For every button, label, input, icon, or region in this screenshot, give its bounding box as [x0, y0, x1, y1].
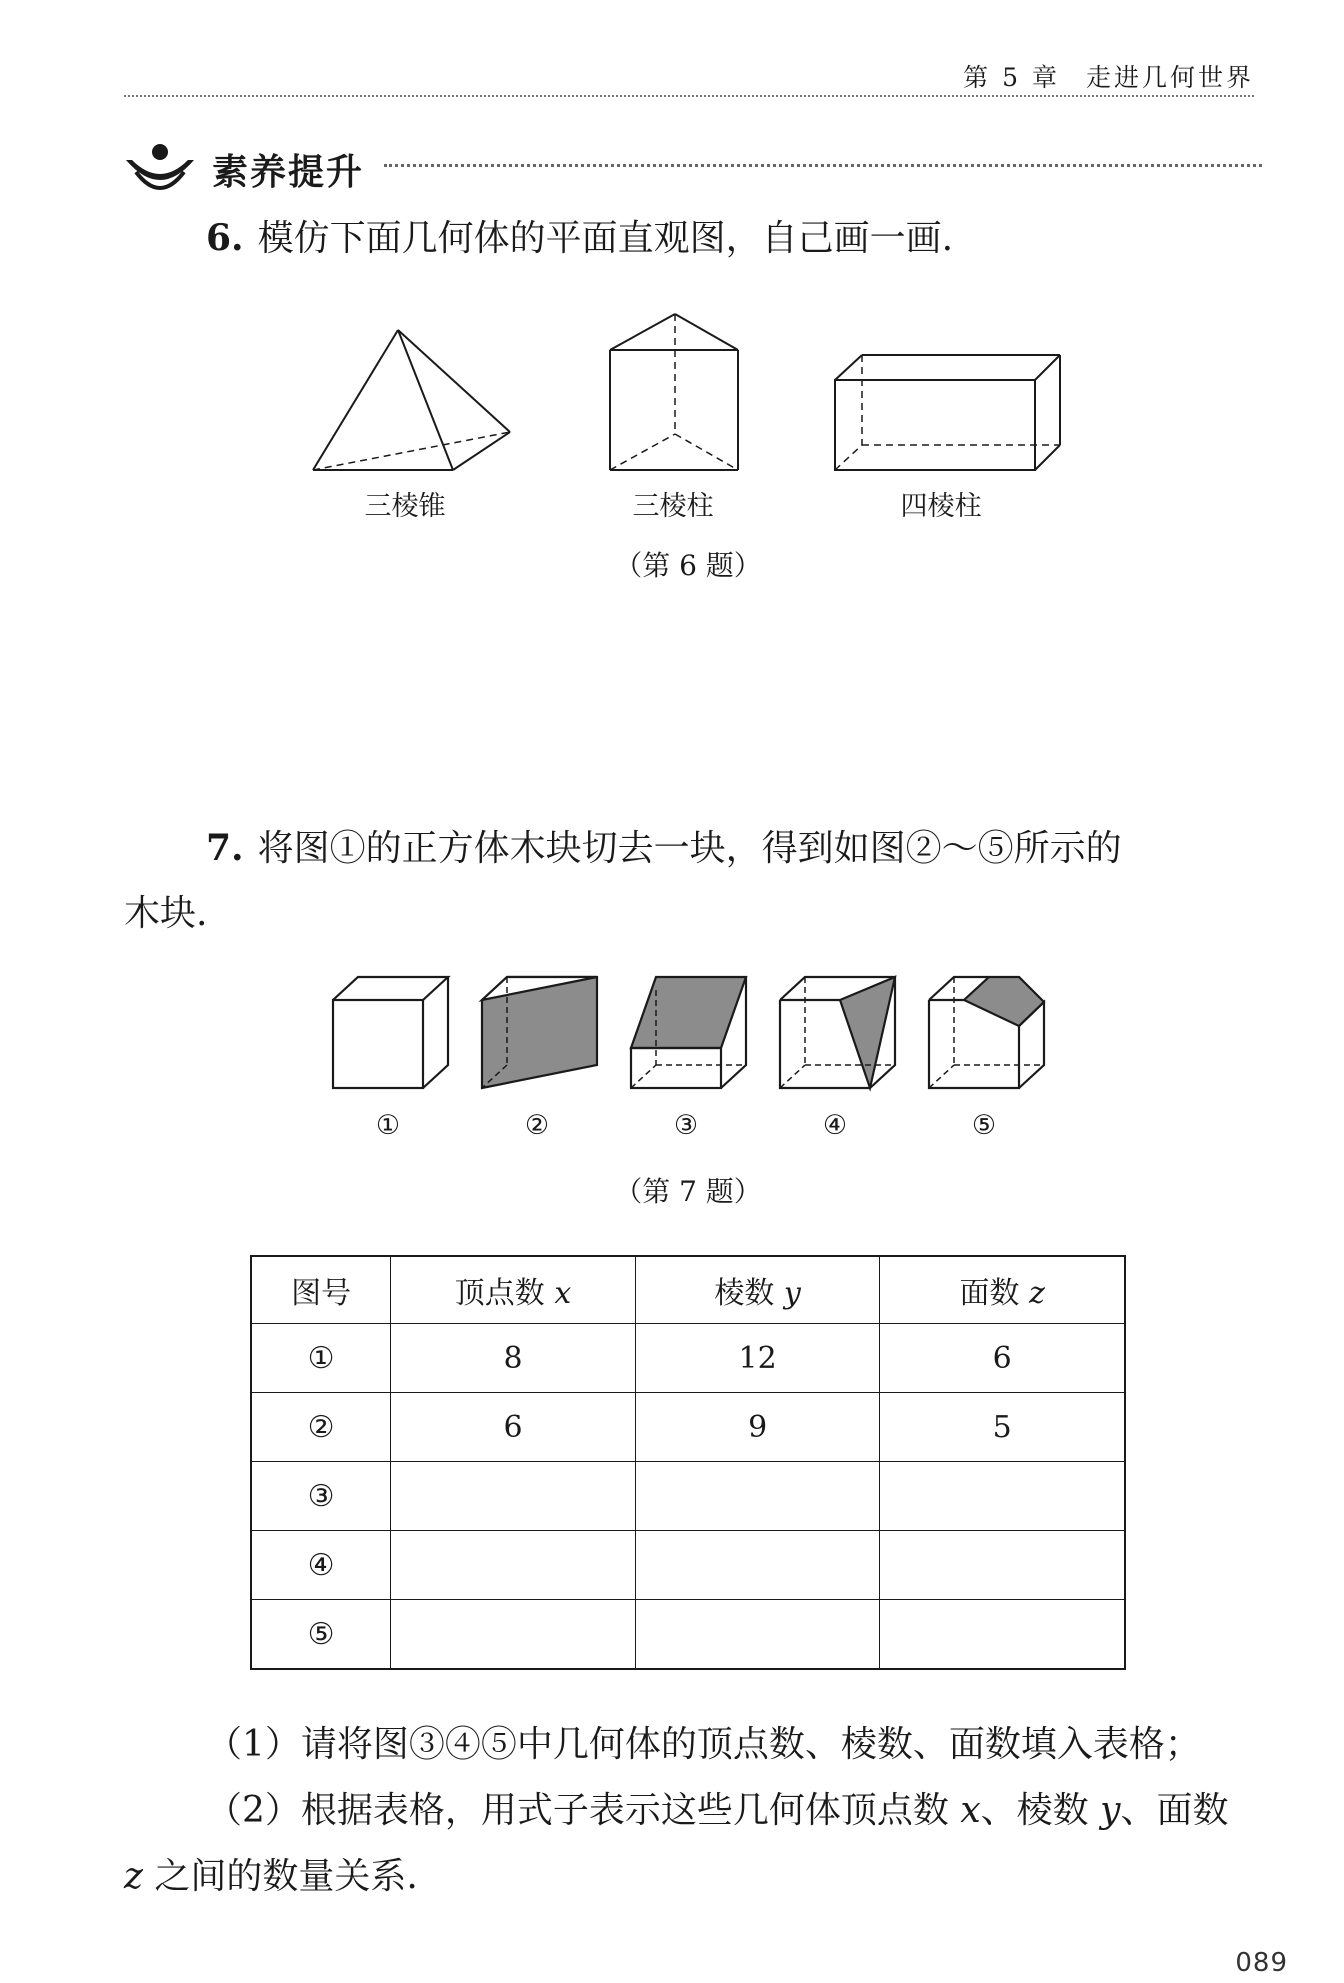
header-figure-number: 图号	[251, 1256, 391, 1324]
chapter-number: 第 5 章	[963, 63, 1060, 92]
cell-faces: 6	[880, 1324, 1125, 1393]
cell-faces: 5	[880, 1393, 1125, 1462]
cell-figure: ①	[251, 1324, 391, 1393]
sub-question-2: （2）根据表格，用式子表示这些几何体顶点数 x、棱数 y、面数	[206, 1790, 1229, 1831]
table-header-row	[251, 1256, 1125, 1324]
vertex-edge-face-table	[250, 1255, 1126, 1670]
rectangular-prism-figure	[835, 355, 1060, 470]
figure-label-triangular-pyramid: 三棱锥	[364, 491, 446, 522]
cube-label-3: ③	[673, 1110, 699, 1141]
cell-edges: 12	[635, 1324, 880, 1393]
cube-label-2: ②	[524, 1110, 550, 1141]
cell-edges	[635, 1531, 880, 1600]
sub-question-1: （1）请将图③④⑤中几何体的顶点数、棱数、面数填入表格；	[206, 1724, 1201, 1765]
cell-edges	[635, 1600, 880, 1670]
section-title: 素养提升	[212, 152, 365, 193]
cube-label-4: ④	[822, 1110, 848, 1141]
question-6-text: 模仿下面几何体的平面直观图，自己画一画.	[257, 218, 954, 259]
cell-vertices: 6	[391, 1393, 636, 1462]
cell-vertices	[391, 1462, 636, 1531]
section-logo-icon	[122, 142, 198, 194]
triangular-pyramid-figure	[313, 330, 510, 470]
running-head	[937, 58, 1254, 94]
cube-figure-5	[929, 977, 1044, 1088]
cube-figure-3	[631, 977, 746, 1088]
cell-figure: ④	[251, 1531, 391, 1600]
cell-faces	[880, 1600, 1125, 1670]
cell-vertices	[391, 1531, 636, 1600]
cube-label-1: ①	[375, 1110, 401, 1141]
header-divider	[124, 95, 1254, 97]
header-face-count: 面数 z	[880, 1256, 1125, 1324]
cube-figure-2	[482, 977, 597, 1088]
figure-label-triangular-prism: 三棱柱	[632, 491, 714, 522]
cell-figure: ③	[251, 1462, 391, 1531]
figure-7-caption: （第 7 题）	[614, 1175, 762, 1208]
table-row	[251, 1531, 1125, 1600]
table-row	[251, 1393, 1125, 1462]
header-vertex-count: 顶点数 x	[391, 1256, 636, 1324]
q6-figures	[300, 300, 1080, 480]
question-7-text: 将图①的正方体木块切去一块，得到如图②～⑤所示的	[257, 828, 1122, 869]
cube-figure-4	[780, 977, 895, 1088]
sub-question-2-continuation: z 之间的数量关系.	[124, 1856, 418, 1897]
cell-edges	[635, 1462, 880, 1531]
question-6	[206, 205, 953, 272]
chapter-title: 走进几何世界	[1085, 63, 1254, 92]
cell-figure: ⑤	[251, 1600, 391, 1670]
page-number: 089	[1235, 1948, 1288, 1978]
figure-6-caption: （第 6 题）	[614, 549, 762, 582]
cell-figure: ②	[251, 1393, 391, 1462]
cell-faces	[880, 1531, 1125, 1600]
table-row	[251, 1324, 1125, 1393]
header-edge-count: 棱数 y	[635, 1256, 880, 1324]
cell-edges: 9	[635, 1393, 880, 1462]
triangular-prism-figure	[610, 314, 738, 470]
figure-label-rectangular-prism: 四棱柱	[900, 491, 982, 522]
section-dotted-rule	[384, 164, 1262, 167]
question-7-line-1	[206, 815, 1122, 882]
question-7-line-2: 木块.	[124, 893, 208, 934]
cell-faces	[880, 1462, 1125, 1531]
table-row	[251, 1600, 1125, 1670]
section-header	[122, 140, 1262, 196]
cube-label-5: ⑤	[971, 1110, 997, 1141]
cell-vertices: 8	[391, 1324, 636, 1393]
question-7-number: 7.	[206, 827, 244, 869]
table-row	[251, 1462, 1125, 1531]
cell-vertices	[391, 1600, 636, 1670]
question-6-number: 6.	[206, 217, 244, 259]
q7-cube-figures	[320, 970, 1060, 1100]
cube-figure-1	[333, 977, 448, 1088]
